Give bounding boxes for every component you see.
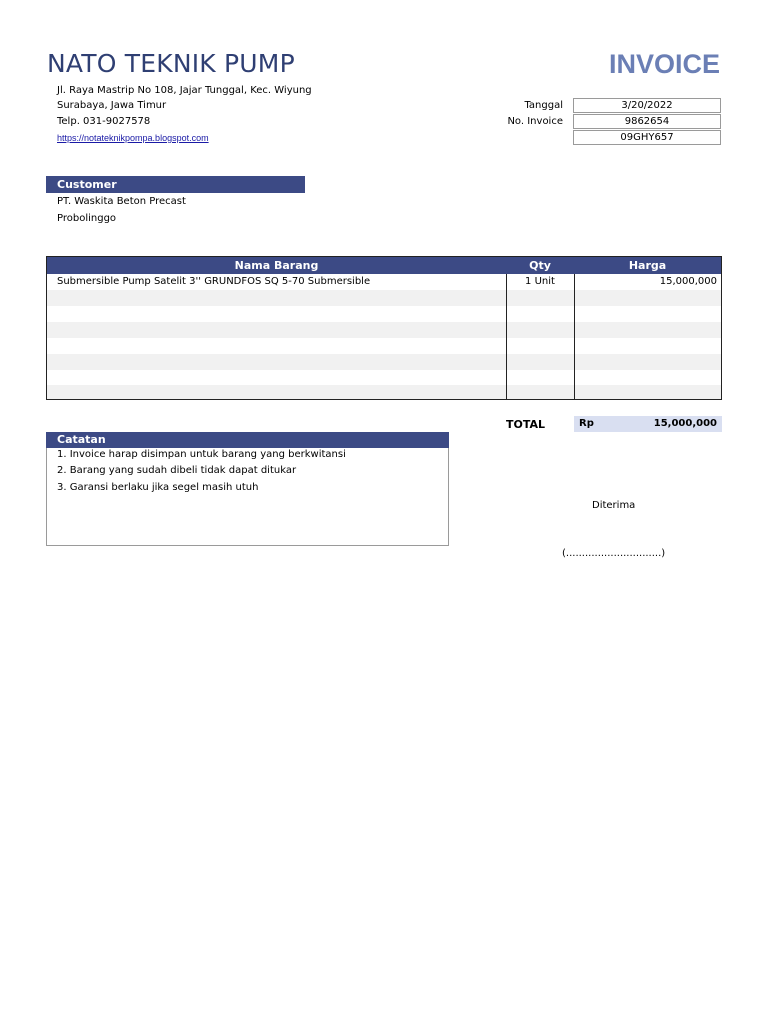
note-line-2: 2. Barang yang sudah dibeli tidak dapat ditukar [57,465,297,476]
total-label: TOTAL [506,418,546,431]
invoice-no-value: 9862654 [573,114,721,129]
company-address-line1: Jl. Raya Mastrip No 108, Jajar Tunggal, Kec. Wiyung [57,85,312,96]
items-table [46,256,722,400]
table-row [47,354,721,370]
date-label: Tanggal [524,100,563,111]
table-row [47,370,721,386]
table-row [47,338,721,354]
invoice-extra-value: 09GHY657 [573,130,721,145]
company-name: NATO TEKNIK PUMP [47,49,295,78]
company-address-line2: Surabaya, Jawa Timur [57,100,167,111]
items-table-header [47,257,721,274]
invoice-no-label: No. Invoice [507,116,563,127]
item-price-cell: 15,000,000 [659,276,717,287]
total-currency: Rp [579,418,594,429]
column-divider [574,274,575,399]
customer-city: Probolinggo [57,213,117,224]
customer-heading: Customer [46,176,305,193]
table-row [47,290,721,306]
note-line-3: 3. Garansi berlaku jika segel masih utuh [57,482,259,493]
notes-heading: Catatan [46,432,449,448]
company-website-link[interactable]: https://notateknikpompa.blogspot.com [57,133,209,143]
customer-name: PT. Waskita Beton Precast [57,196,186,207]
item-name-cell: Submersible Pump Satelit 3'' GRUNDFOS SQ 5-70 Submersible [57,276,371,287]
company-phone: Telp. 031-9027578 [57,116,151,127]
table-row [47,385,721,399]
table-row [47,322,721,338]
header-qty: Qty [529,259,551,272]
invoice-title: INVOICE [608,49,720,79]
received-label: Diterima [592,500,636,511]
signature-line: (..............................) [562,548,666,559]
header-nama-barang: Nama Barang [234,259,319,272]
notes-box [46,448,449,546]
table-row [47,274,721,290]
total-box [574,416,722,432]
item-qty-cell: 1 Unit [525,276,555,287]
date-value: 3/20/2022 [573,98,721,113]
table-row [47,306,721,322]
header-harga: Harga [628,259,667,272]
note-line-1: 1. Invoice harap disimpan untuk barang yang berkwitansi [57,449,346,460]
total-value: 15,000,000 [653,418,717,429]
column-divider [506,274,507,399]
